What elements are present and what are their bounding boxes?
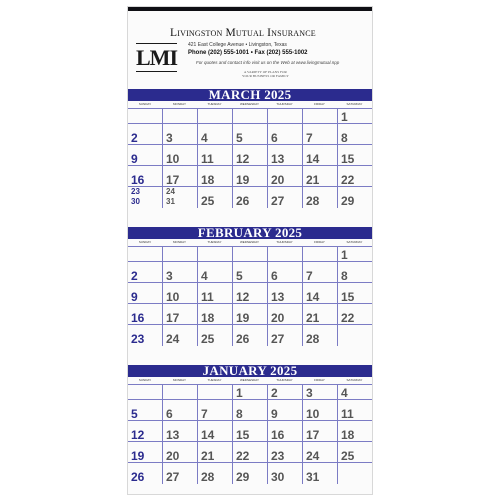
day-number: 13 [166, 428, 180, 442]
day-number: 17 [166, 173, 180, 187]
day-cell [197, 262, 232, 283]
day-number: 4 [201, 269, 208, 283]
day-cell [128, 325, 162, 346]
weekday-label: WEDNESDAY [239, 240, 260, 244]
weekday-label: SUNDAY [138, 378, 152, 382]
day-number: 15 [341, 290, 355, 304]
weekday-label: MONDAY [173, 378, 186, 382]
day-cell [337, 442, 372, 463]
day-number: 3 [306, 386, 313, 400]
day-number: 9 [131, 290, 138, 304]
day-number: 4 [201, 131, 208, 145]
day-number: 26 [131, 470, 145, 484]
day-cell [337, 262, 372, 283]
day-number: 8 [236, 407, 243, 421]
day-cell [128, 109, 162, 124]
top-binding-bar [128, 7, 372, 11]
day-number: 25 [201, 332, 215, 346]
week-row [128, 261, 372, 283]
day-cell [302, 400, 337, 421]
day-cell [337, 304, 372, 325]
day-number: 2 [131, 131, 138, 145]
month-block [128, 227, 372, 365]
day-number: 6 [166, 407, 173, 421]
day-cell [162, 325, 197, 346]
day-number: 20 [166, 449, 180, 463]
weekday-label: FRIDAY [314, 240, 325, 244]
day-cell [267, 463, 302, 484]
day-number: 11 [341, 407, 354, 421]
day-cell [162, 247, 197, 262]
day-cell [232, 385, 267, 400]
day-cell [162, 187, 197, 208]
day-cell [337, 400, 372, 421]
weekday-label: SUNDAY [138, 240, 152, 244]
day-cell [197, 166, 232, 187]
day-cell [128, 421, 162, 442]
day-cell [267, 442, 302, 463]
day-cell [302, 283, 337, 304]
weekday-label: MONDAY [173, 102, 186, 106]
day-number: 20 [271, 173, 285, 187]
day-number: 8 [341, 269, 348, 283]
day-number: 6 [271, 131, 278, 145]
day-number: 31 [166, 197, 175, 206]
company-name: Livingston Mutual Insurance [170, 27, 316, 39]
day-number: 18 [201, 173, 215, 187]
day-number: 16 [131, 173, 145, 187]
day-number: 25 [201, 194, 215, 208]
day-cell [302, 385, 337, 400]
day-cell [162, 283, 197, 304]
day-cell [267, 262, 302, 283]
day-cell [267, 385, 302, 400]
day-cell [302, 325, 337, 346]
day-cell [337, 325, 372, 346]
weekday-label: SUNDAY [138, 102, 152, 106]
weekday-label: THURSDAY [276, 102, 293, 106]
day-number: 1 [341, 248, 348, 262]
day-number: 1 [341, 110, 348, 124]
day-cell [162, 124, 197, 145]
day-number: 8 [341, 131, 348, 145]
week-row [128, 441, 372, 463]
day-number: 10 [166, 152, 180, 166]
weekday-header [128, 377, 372, 384]
day-cell [267, 325, 302, 346]
day-cell [128, 304, 162, 325]
day-cell [302, 463, 337, 484]
day-number: 28 [306, 194, 320, 208]
day-number: 22 [236, 449, 250, 463]
day-number: 18 [341, 428, 355, 442]
day-number: 19 [131, 449, 145, 463]
month-title: JANUARY 2025 [128, 365, 372, 377]
weekday-label: FRIDAY [314, 378, 325, 382]
day-number: 26 [236, 332, 250, 346]
day-cell [337, 283, 372, 304]
day-number: 24 [306, 449, 320, 463]
day-number: 7 [201, 407, 208, 421]
day-cell [128, 262, 162, 283]
day-cell [128, 283, 162, 304]
day-cell [232, 400, 267, 421]
day-cell [232, 187, 267, 208]
day-cell [128, 124, 162, 145]
day-number: 5 [131, 407, 138, 421]
weekday-label: THURSDAY [276, 378, 293, 382]
day-number: 15 [341, 152, 355, 166]
company-logo: LMI [136, 45, 177, 70]
day-cell [337, 187, 372, 208]
day-cell [162, 262, 197, 283]
day-cell [302, 304, 337, 325]
week-row [128, 144, 372, 166]
weekday-label: SATURDAY [346, 240, 363, 244]
day-cell [302, 187, 337, 208]
day-cell [197, 304, 232, 325]
day-number: 21 [201, 449, 215, 463]
day-cell [267, 166, 302, 187]
day-number: 23 [131, 332, 145, 346]
day-cell [128, 187, 162, 208]
week-row [128, 282, 372, 304]
day-cell [128, 400, 162, 421]
day-cell [267, 400, 302, 421]
day-cell [232, 124, 267, 145]
day-cell [302, 247, 337, 262]
day-number: 23 [131, 187, 140, 196]
day-cell [232, 463, 267, 484]
day-cell [337, 463, 372, 484]
day-cell [337, 124, 372, 145]
day-number: 24 [166, 187, 175, 196]
day-cell [128, 385, 162, 400]
day-number: 25 [341, 449, 355, 463]
day-cell [337, 109, 372, 124]
day-cell [302, 166, 337, 187]
day-number: 29 [236, 470, 250, 484]
week-row [128, 462, 372, 484]
day-cell [128, 442, 162, 463]
day-number: 30 [131, 197, 140, 206]
month-title: MARCH 2025 [128, 89, 372, 101]
tagline: A VARIETY OF PLANS FOR YOUR BUSINESS OR FAMILY [242, 70, 289, 78]
day-cell [267, 304, 302, 325]
day-number: 21 [306, 311, 320, 325]
month-title: FEBRUARY 2025 [128, 227, 372, 239]
day-number: 5 [236, 269, 243, 283]
day-number: 6 [271, 269, 278, 283]
day-cell [302, 124, 337, 145]
week-row [128, 420, 372, 442]
weekday-label: SATURDAY [346, 102, 363, 106]
day-cell [337, 247, 372, 262]
day-cell [267, 187, 302, 208]
day-cell [232, 109, 267, 124]
day-cell [197, 421, 232, 442]
day-number: 2 [271, 386, 278, 400]
day-number: 19 [236, 173, 250, 187]
day-cell [302, 262, 337, 283]
day-number: 10 [166, 290, 180, 304]
day-number: 3 [166, 131, 173, 145]
wall-calendar [128, 7, 372, 494]
day-cell [197, 187, 232, 208]
day-cell [267, 109, 302, 124]
day-number: 21 [306, 173, 320, 187]
day-cell [267, 145, 302, 166]
week-row [128, 324, 372, 346]
day-number: 1 [236, 386, 243, 400]
day-cell [162, 166, 197, 187]
day-cell [162, 442, 197, 463]
day-cell [162, 304, 197, 325]
weekday-header [128, 101, 372, 108]
company-web-note: For quotes and contact info visit us on the Web at www.livingmutual.npp [196, 60, 340, 65]
day-number: 16 [131, 311, 145, 325]
day-number: 4 [341, 386, 348, 400]
week-row [128, 399, 372, 421]
weekday-label: FRIDAY [314, 102, 325, 106]
weekday-label: TUESDAY [207, 378, 222, 382]
day-cell [232, 325, 267, 346]
weekday-header [128, 239, 372, 246]
day-cell [162, 463, 197, 484]
day-cell [267, 421, 302, 442]
day-cell [128, 463, 162, 484]
week-row [128, 384, 372, 400]
day-number: 11 [201, 152, 214, 166]
day-cell [232, 262, 267, 283]
day-cell [232, 421, 267, 442]
day-cell [197, 325, 232, 346]
day-number: 12 [236, 152, 250, 166]
day-number: 27 [271, 194, 285, 208]
day-cell [162, 385, 197, 400]
day-number: 22 [341, 311, 355, 325]
day-number: 2 [131, 269, 138, 283]
day-cell [197, 400, 232, 421]
week-row [128, 108, 372, 124]
day-number: 12 [236, 290, 250, 304]
day-number: 13 [271, 152, 285, 166]
day-cell [267, 247, 302, 262]
day-cell [267, 124, 302, 145]
company-phone: Phone (202) 555-1001 • Fax (202) 555-1002 [188, 50, 308, 56]
day-number: 30 [271, 470, 285, 484]
day-cell [162, 145, 197, 166]
month-block [128, 89, 372, 227]
day-number: 26 [236, 194, 250, 208]
day-number: 11 [201, 290, 214, 304]
day-number: 14 [306, 152, 320, 166]
day-number: 7 [306, 269, 313, 283]
day-number: 10 [306, 407, 320, 421]
day-cell [162, 400, 197, 421]
day-number: 16 [271, 428, 285, 442]
day-cell [232, 283, 267, 304]
day-number: 17 [166, 311, 180, 325]
day-cell [337, 421, 372, 442]
day-cell [302, 109, 337, 124]
day-number: 27 [166, 470, 180, 484]
week-row [128, 303, 372, 325]
week-row [128, 246, 372, 262]
day-number: 19 [236, 311, 250, 325]
day-number: 15 [236, 428, 250, 442]
day-cell [162, 421, 197, 442]
day-cell [337, 145, 372, 166]
day-number: 20 [271, 311, 285, 325]
day-number: 17 [306, 428, 320, 442]
weekday-label: TUESDAY [207, 240, 222, 244]
company-address: 421 East College Avenue • Livingston, Texas [188, 42, 287, 48]
weekday-label: WEDNESDAY [239, 102, 260, 106]
day-cell [197, 283, 232, 304]
day-number: 27 [271, 332, 285, 346]
day-cell [128, 247, 162, 262]
day-number: 3 [166, 269, 173, 283]
day-cell [128, 145, 162, 166]
day-number: 14 [306, 290, 320, 304]
week-row [128, 123, 372, 145]
weekday-label: MONDAY [173, 240, 186, 244]
weekday-label: WEDNESDAY [239, 378, 260, 382]
day-cell [302, 442, 337, 463]
day-cell [197, 109, 232, 124]
day-number: 22 [341, 173, 355, 187]
day-cell [232, 442, 267, 463]
day-number: 13 [271, 290, 285, 304]
day-cell [197, 385, 232, 400]
day-number: 29 [341, 194, 355, 208]
day-cell [197, 463, 232, 484]
day-cell [197, 442, 232, 463]
month-block [128, 365, 372, 503]
day-number: 7 [306, 131, 313, 145]
day-number: 14 [201, 428, 215, 442]
day-cell [197, 145, 232, 166]
day-number: 9 [131, 152, 138, 166]
day-number: 28 [201, 470, 215, 484]
day-cell [232, 166, 267, 187]
day-number: 18 [201, 311, 215, 325]
day-cell [232, 247, 267, 262]
week-row [128, 165, 372, 187]
day-number: 9 [271, 407, 278, 421]
day-cell [197, 247, 232, 262]
day-cell [197, 124, 232, 145]
day-cell [232, 145, 267, 166]
weekday-label: SATURDAY [346, 378, 363, 382]
day-number: 12 [131, 428, 145, 442]
weekday-label: TUESDAY [207, 102, 222, 106]
day-number: 23 [271, 449, 285, 463]
day-number: 5 [236, 131, 243, 145]
day-cell [302, 145, 337, 166]
weekday-label: THURSDAY [276, 240, 293, 244]
day-cell [128, 166, 162, 187]
week-row [128, 186, 372, 208]
day-cell [232, 304, 267, 325]
day-cell [267, 283, 302, 304]
day-number: 24 [166, 332, 180, 346]
day-cell [302, 421, 337, 442]
day-number: 28 [306, 332, 320, 346]
day-cell [337, 166, 372, 187]
day-cell [337, 385, 372, 400]
day-number: 31 [306, 470, 320, 484]
day-cell [162, 109, 197, 124]
